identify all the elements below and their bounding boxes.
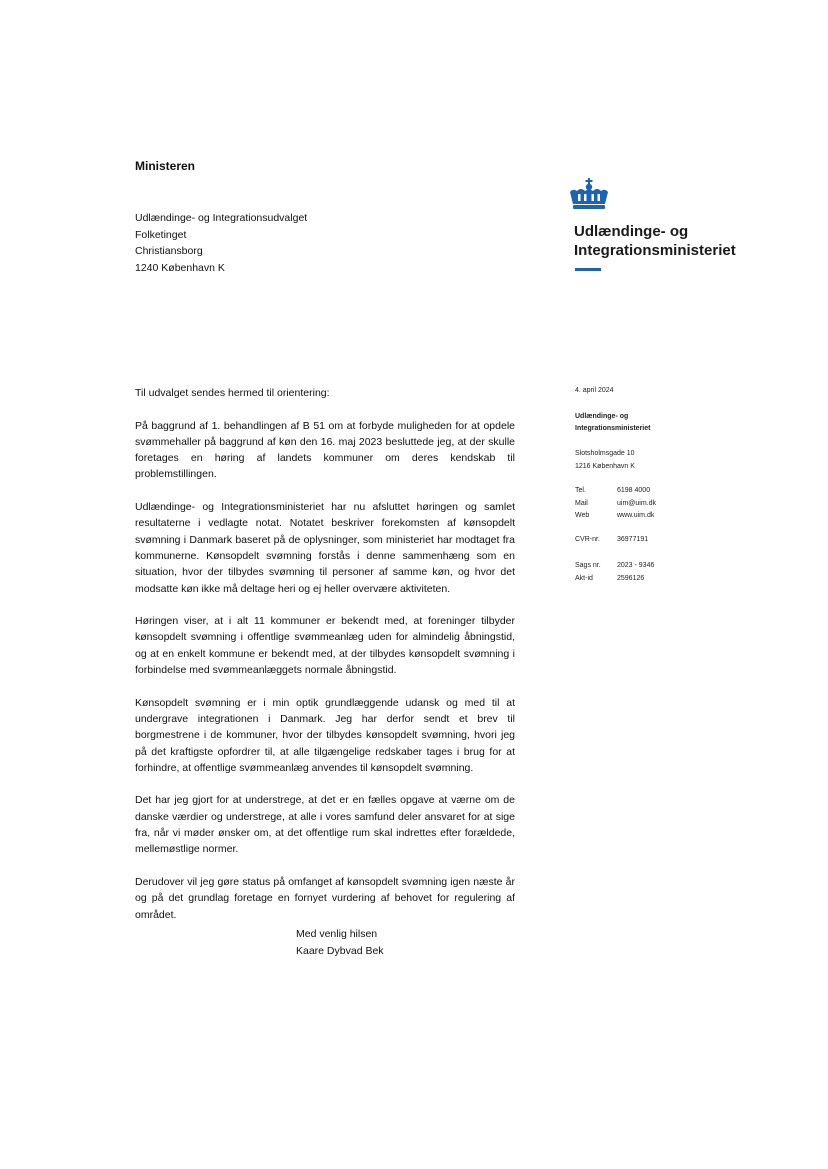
crown-icon (567, 178, 611, 212)
recipient-line: 1240 København K (135, 261, 225, 274)
logo-line: Integrationsministeriet (574, 242, 736, 259)
body-paragraph: Derudover vil jeg gøre status på omfanget af kønsopdelt svømning igen næste år og på det grundlag foretage en fornyet vurdering af behovet for regulering af området. (135, 875, 515, 921)
body-paragraph: Til udvalget sendes hermed til orientering: (135, 387, 330, 399)
cvr-label: CVR-nr. (575, 536, 600, 543)
letter-signoff (296, 926, 384, 959)
contact-label: Mail (575, 499, 588, 507)
contact-row-tel (575, 485, 656, 498)
contact-row-mail (575, 498, 656, 511)
sags-value: 2023 - 9346 (617, 562, 655, 569)
akt-value: 2596126 (617, 574, 645, 582)
contact-value: 6198 4000 (617, 487, 651, 494)
cvr-row (575, 534, 648, 547)
sender-heading: Ministeren (135, 159, 196, 173)
contact-label: Tel. (575, 487, 586, 494)
akt-label: Akt-id (575, 574, 593, 582)
contact-value: www.uim.dk (617, 512, 655, 519)
body-paragraph: Udlændinge- og Integrationsministeriet har nu afsluttet høringen og samlet resultaterne i vedlagte notat. Notatet beskriver forekomsten af kønsopdelt svømning i Danmark baseret på de oplysninger, som ministeriet har modtaget fra kommunerne. Kønsopdelt svømning forstås i denne sammenhæng som en situation, hvor der tilbydes svømning til personer af samme køn, og hvor det modsatte køn ikke må deltage heri og ej heller overvære aktiviteten. (135, 501, 515, 595)
signoff-greeting: Med venlig hilsen (296, 928, 378, 940)
body-paragraph: Kønsopdelt svømning er i min optik grundlæggende udansk og med til at undergrave integrationen i Danmark. Jeg har derfor sendt et brev til borgmestrene i de kommuner, hvor der tilbydes kønsopdelt svømning, hvori jeg på det kraftigste opfordrer til, at alle tilgængelige redskaber tages i brug for at forhindre, at offentlige svømmeanlæg anvendes til kønsopdelt svømning. (135, 696, 515, 774)
ministry-logo-text (574, 222, 736, 260)
logo-accent-bar (575, 268, 601, 271)
address-line: 1216 København K (575, 462, 635, 470)
letter-body (135, 385, 515, 939)
sidebar-contact (575, 485, 656, 523)
akt-row (575, 573, 654, 586)
body-paragraph: Høringen viser, at i alt 11 kommuner er bekendt med, at foreninger tilbyder kønsopdelt svømning i offentlige svømmeanlæg uden for almindelig åbningstid, og at en enkelt kommune er bekendt med, at der tilbydes kønsopdelt svømning i forbindelse med svømmeanlæggets normale åbningstid. (135, 615, 515, 677)
sags-row (575, 560, 654, 573)
recipient-line: Christiansborg (135, 245, 203, 257)
body-paragraph: På baggrund af 1. behandlingen af B 51 om at forbyde muligheden for at opdele svømmehaller på baggrund af køn den 16. maj 2023 besluttede jeg, at der skulle foretages en høring af landets kommuner om deres kendskab til problemstillingen. (135, 419, 515, 481)
recipient-line: Udlændinge- og Integrationsudvalget (135, 212, 308, 224)
sidebar-cvr (575, 534, 648, 547)
sidebar-address (575, 448, 635, 473)
dept-line: Udlændinge- og (575, 413, 629, 420)
address-line: Slotsholmsgade 10 (575, 450, 635, 457)
dept-line: Integrationsministeriet (575, 425, 651, 432)
contact-label: Web (575, 512, 590, 519)
cvr-value: 36977191 (617, 536, 649, 543)
sidebar-department (575, 411, 650, 435)
recipient-line: Folketinget (135, 228, 187, 241)
contact-value: uim@uim.dk (617, 499, 657, 507)
recipient-address (135, 210, 307, 276)
letter-date: 4. april 2024 (575, 387, 614, 394)
sags-label: Sags nr. (575, 562, 601, 569)
contact-row-web (575, 510, 656, 523)
sidebar-case (575, 560, 654, 585)
logo-line: Udlændinge- og (574, 223, 689, 240)
body-paragraph: Det har jeg gjort for at understrege, at det er en fælles opgave at værne om de danske værdier og understrege, at alle i vores samfund deler ansvaret for at sige fra, når vi møder ønsker om, at det offentlige rum skal indrettes efter forældede, mellemøstlige normer. (135, 794, 515, 856)
signoff-name: Kaare Dybvad Bek (296, 944, 384, 957)
